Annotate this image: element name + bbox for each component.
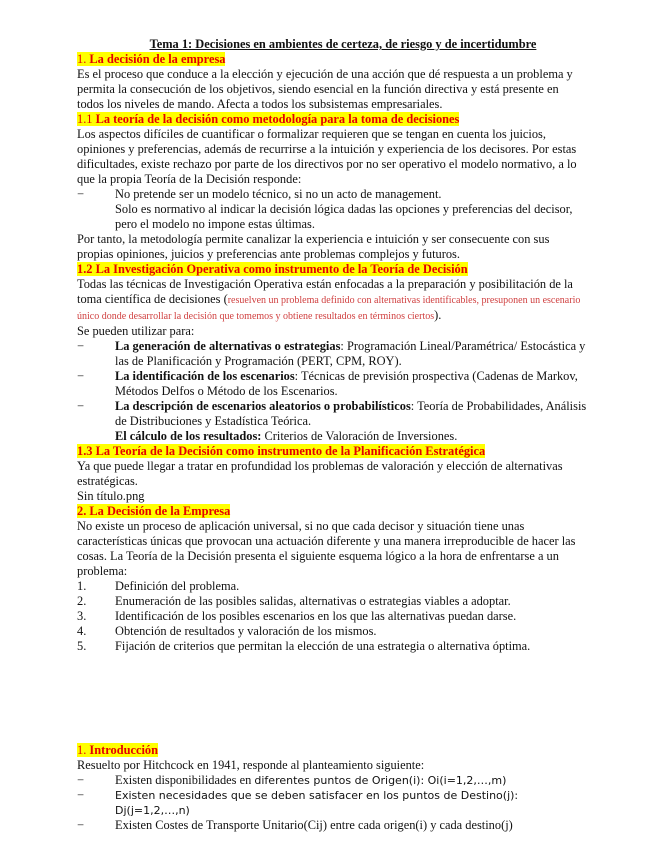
section-1-1-closing: Por tanto, la metodología permite canalizar la experiencia e intuición y ser consecuente con sus propias opiniones, juicios y preferencias ante problemas complejos y futuros. — [77, 232, 550, 261]
document-page — [77, 37, 587, 833]
list-item: − Existen necesidades que se deben satisfacer en los puntos de Destino(j): Dj(j=1,2,…,n) — [77, 788, 519, 817]
section-1-number: 1. — [77, 52, 90, 66]
section-1-3-title: 1.3 La Teoría de la Decisión como instrumento de la Planificación Estratégica — [77, 444, 486, 458]
section-1-1-number: 1.1 — [77, 112, 96, 126]
section-1-2-note: resuelven un problema definido con alternativas identificables, presuponen un escenario único donde desarrollar la decisión que tomemos y obtiene resultados en términos ciertos — [77, 295, 581, 322]
dash-marker-icon: − — [77, 818, 84, 832]
list-item: 2. Enumeración de las posibles salidas, alternativas o estrategias viables a adoptar. — [77, 594, 511, 608]
dash-marker-icon: − — [77, 369, 84, 383]
list-item: − La generación de alternativas o estrategias: Programación Lineal/Paramétrica/ Estocástica y las de Planificación y Programación (PERT, CPM, ROY). — [77, 339, 586, 368]
list-item: 3. Identificación de los posibles escenarios en los que las alternativas puedan darse. — [77, 609, 517, 623]
image-placeholder-filename[interactable]: Sin título.png — [77, 489, 145, 503]
intro-title: Introducción — [89, 743, 159, 757]
section-2-heading — [77, 504, 587, 519]
section-1-3-heading — [77, 444, 587, 459]
intro-body: Resuelto por Hitchcock en 1941, responde al planteamiento siguiente: — [77, 758, 425, 772]
section-1-title: La decisión de la empresa — [89, 52, 226, 66]
section-2-title: 2. La Decisión de la Empresa — [77, 504, 231, 518]
dash-marker-icon: − — [77, 788, 84, 802]
list-item: − La descripción de escenarios aleatorios o probabilísticos: Teoría de Probabilidades, Análisis de Distribuciones y Estadística Teórica. — [77, 399, 587, 428]
document-title: Tema 1: Decisiones en ambientes de certeza, de riesgo y de incertidumbre — [149, 37, 537, 51]
section-2-body: No existe un proceso de aplicación universal, si no que cada decisor y situación tiene unas características únicas que provocan una actuación diferente y una manera irreproducible de hacer las cosas. La Teoría de la Decisión presenta el siguiente esquema lógico a la hora de enfrentarse a un problema: — [77, 519, 576, 578]
section-1-1-title: La teoría de la decisión como metodología para la toma de decisiones — [95, 112, 460, 126]
section-1-1-bullet — [77, 187, 587, 202]
section-1-body: Es el proceso que conduce a la elección y ejecución de una acción que dé respuesta a un problema y permita la consecución de los objetivos, siendo esencial en la función directiva y está presente en todos los niveles de mando. Afecta a todos los subsistemas empresariales. — [77, 67, 573, 111]
list-item-continuation: El cálculo de los resultados: Criterios de Valoración de Inversiones. — [115, 429, 458, 443]
section-1-2-intro: Se pueden utilizar para: — [77, 324, 195, 338]
intro-list — [77, 773, 587, 833]
list-item: 4. Obtención de resultados y valoración de los mismos. — [77, 624, 377, 638]
dash-marker-icon: − — [77, 399, 84, 413]
dash-marker-icon: − — [77, 339, 84, 353]
section-1-1-heading — [77, 112, 587, 127]
section-1-heading — [77, 52, 587, 67]
section-1-1-body: Los aspectos difíciles de cuantificar o formalizar requieren que se tengan en cuenta los juicios, opiniones y preferencias, además de recurrirse a la intuición y experiencia de los decisores. Por estas dificultades, existe rechazo por parte de los directivos por no ser operativo el modelo normativo, a lo que la propia Teoría de la Decisión responde: — [77, 127, 577, 186]
intro-number: 1. — [77, 743, 90, 757]
section-1-2-body: Todas las técnicas de Investigación Operativa están enfocadas a la preparación y posibilitación de la toma científica de decisiones (resuelven un problema definido con alternativas identificables, presuponen un escenario único donde desarrollar la decisión que tomemos y obtiene resultados en términos ciertos). — [77, 277, 581, 322]
section-1-1-bullet-text: No pretende ser un modelo técnico, si no un acto de management. — [115, 187, 442, 201]
section-1-2-list — [77, 339, 587, 444]
list-item: 5. Fijación de criterios que permitan la elección de una estrategia o alternativa óptima. — [77, 639, 531, 653]
intro-heading — [77, 743, 587, 758]
section-1-2-title: 1.2 La Investigación Operativa como instrumento de la Teoría de Decisión — [77, 262, 468, 276]
list-item: 1. Definición del problema. — [77, 579, 240, 593]
section-1-1-bullet-continuation: Solo es normativo al indicar la decisión lógica dadas las opciones y preferencias del decisor, pero el modelo no impone estas últimas. — [115, 202, 573, 231]
section-2-steps — [77, 579, 587, 654]
list-item: − Existen disponibilidades en diferentes puntos de Origen(i): Oi(i=1,2,…,m) — [77, 773, 507, 787]
section-1-2-heading — [77, 262, 587, 277]
page-gap — [77, 654, 587, 743]
section-1-3-body: Ya que puede llegar a tratar en profundidad los problemas de valoración y elección de alternativas estratégicas. — [77, 459, 563, 488]
dash-marker-icon: − — [77, 773, 84, 787]
dash-marker-icon: − — [77, 187, 84, 201]
list-item: − Existen Costes de Transporte Unitario(Cij) entre cada origen(i) y cada destino(j) — [77, 818, 513, 832]
list-item: − La identificación de los escenarios: Técnicas de previsión prospectiva (Cadenas de Markov, Métodos Delfos o Método de los Escenarios. — [77, 369, 578, 398]
